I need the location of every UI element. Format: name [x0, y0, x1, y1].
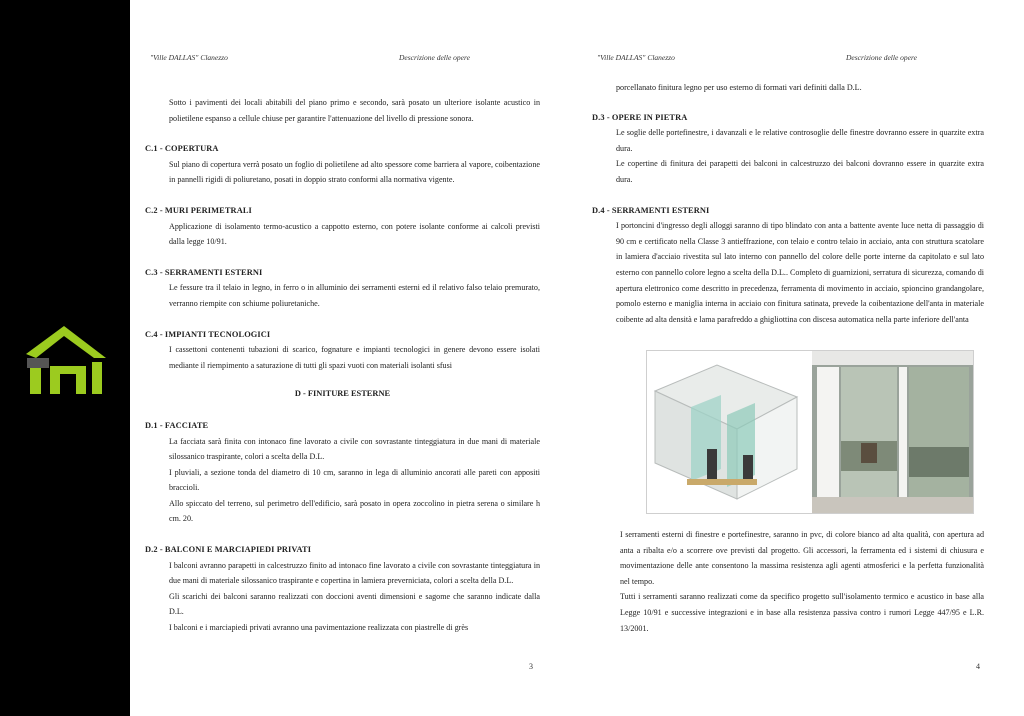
windows-photo-frame — [646, 350, 974, 514]
section-c3-title: C.3 - SERRAMENTI ESTERNI — [145, 267, 263, 277]
section-d1-paragraph-2: I pluviali, a sezione tonda del diametro di 10 cm, saranno in lega di alluminio ancorati alle pareti con appositi braccioli. — [169, 467, 540, 493]
section-d4-paragraph-3: Tutti i serramenti saranno realizzati come da specifico progetto sull'isolamento termico e acustico in base alla Legge 10/91 e successive integrazioni e in base alla resistenza passiva contro i rumori Legge 447/95 e L.R. 13/2001. — [620, 592, 984, 633]
header-project: "Ville DALLAS" Clanezzo — [597, 53, 675, 62]
section-c4-title: C.4 - IMPIANTI TECNOLOGICI — [145, 329, 271, 339]
sliding-door-photo — [812, 351, 973, 513]
section-c1-text: Sul piano di copertura verrà posato un foglio di polietilene ad alto spessore come barriera al vapore, coibentazione in pannelli rigidi di poliuretano, posati in doppio strato conformi alla normativa vigente. — [169, 159, 540, 185]
left-black-sidebar — [0, 0, 130, 716]
section-d2-paragraph-1: I balconi avranno parapetti in calcestruzzo finito ad intonaco fine lavorato a civile con sovrastante tinteggiatura in due mani di materiale silossanico traspirante e copertina in lamiera preverniciata, colori a scelta della D.L. — [169, 560, 540, 586]
page-number: 4 — [976, 662, 980, 671]
section-d1-paragraph-3: Allo spiccato del terreno, sul perimetro dell'edificio, sarà posato in opera zoccolino in pietra serena o similare h cm. 20. — [169, 498, 540, 524]
section-d1-paragraph-1: La facciata sarà finita con intonaco fine lavorato a civile con sovrastante tinteggiatura in due mani di materiale silossanico traspirante, colori a scelta della D.L. — [169, 436, 540, 462]
section-c4-text: I cassettoni contenenti tubazioni di scarico, fognature e impianti tecnologici in genere devono essere isolati mediante il riempimento a saturazione di tutti gli spazi vuoti con materiali isolanti sfusi — [169, 345, 540, 370]
page-number: 3 — [529, 662, 533, 671]
section-d4-paragraph-2: I serramenti esterni di finestre e portefinestre, saranno in pvc, di colore bianco ad alta qualità, con apertura ad anta a ribalta e/o a scorrere ove previsti dal progetto. Gli accessori, la ferramenta ed i sistemi di chiusura e movimentazione delle ante consentono la massima resistenza agli agenti atmosferici e la perfetta funzionalità nel tempo. — [620, 530, 984, 586]
section-d-title: D - FINITURE ESTERNE — [294, 389, 391, 399]
header-title: Descrizione delle opere — [846, 53, 917, 62]
page-3-content — [145, 95, 540, 636]
section-d2-paragraph-3: I balconi e i marciapiedi privati avranno una pavimentazione realizzata con piastrelle di grès — [169, 623, 469, 633]
header-project: "Ville DALLAS" Clanezzo — [150, 53, 228, 62]
intro-paragraph: Sotto i pavimenti dei locali abitabili del piano primo e secondo, sarà posato un ulteriore isolante acustico in polietilene espanso a cellule chiuse per garantire l'attenuazione del livello di pressione sonora. — [169, 98, 540, 123]
section-d4-title: D.4 - SERRAMENTI ESTERNI — [592, 205, 710, 215]
section-d2-title: D.2 - BALCONI E MARCIAPIEDI PRIVATI — [145, 545, 312, 555]
section-c1-title: C.1 - COPERTURA — [145, 144, 219, 154]
page-4-content-bottom — [592, 527, 984, 636]
section-d3-paragraph-1: Le soglie delle portefinestre, i davanzali e le relative controsoglie delle finestre dovranno essere in quarzite extra dura. — [616, 128, 984, 153]
section-d4-paragraph-1: I portoncini d'ingresso degli alloggi saranno di tipo blindato con anta a battente avente luce netta di passaggio di 90 cm e certificato nella Classe 3 antieffrazione, con telaio e contro telaio in acciaio, anta con struttura scatolare in lamiera d'acciaio rivestita sul lato interno con pannello del colore delle porte interne da capitolato e sul lato esterno con pannello colore legno a scelta della D.L.. Completo di guarnizioni, serratura di sicurezza, comando di apertura elettronico come descritto in precedenza, ferramenta di movimento in acciaio, spioncino grandangolare, pomolo esterno e maniglia interna in acciaio con finitura satinata, prevede la coibentazione dell'anta in materiale coibente ad alta densità e lama parafreddo a ghigliottina con discesa automatica nella parte inferiore dell'anta — [616, 221, 984, 324]
section-c3-text: Le fessure tra il telaio in legno, in ferro o in alluminio dei serramenti esterni ed il relativo falso telaio premurato, verranno riempite con schiume poliuretaniche. — [169, 283, 540, 308]
page-4 — [592, 0, 984, 716]
section-d3-paragraph-2: Le copertine di finitura dei parapetti dei balconi in calcestruzzo dei balconi dovranno essere in quarzite extra dura. — [616, 159, 984, 184]
window-profile-section-image — [647, 351, 973, 513]
page-4-content-top — [592, 80, 984, 327]
section-d2-paragraph-2: Gli scarichi dei balconi saranno realizzati con doccioni aventi dimensioni e sagome che saranno indicate dalla D.L. — [169, 591, 540, 617]
header-title: Descrizione delle opere — [399, 53, 470, 62]
section-d1-title: D.1 - FACCIATE — [145, 420, 209, 430]
continued-paragraph: porcellanato finitura legno per uso esterno di formati vari definiti dalla D.L. — [616, 83, 862, 92]
page-3 — [145, 0, 540, 716]
section-c2-text: Applicazione di isolamento termo-acustico a cappotto esterno, con potere isolante conforme ai calcoli previsti dalla legge 10/91. — [169, 221, 540, 247]
house-logo-icon — [24, 322, 108, 394]
section-c2-title: C.2 - MURI PERIMETRALI — [145, 205, 252, 215]
section-d3-title: D.3 - OPERE IN PIETRA — [592, 112, 688, 122]
